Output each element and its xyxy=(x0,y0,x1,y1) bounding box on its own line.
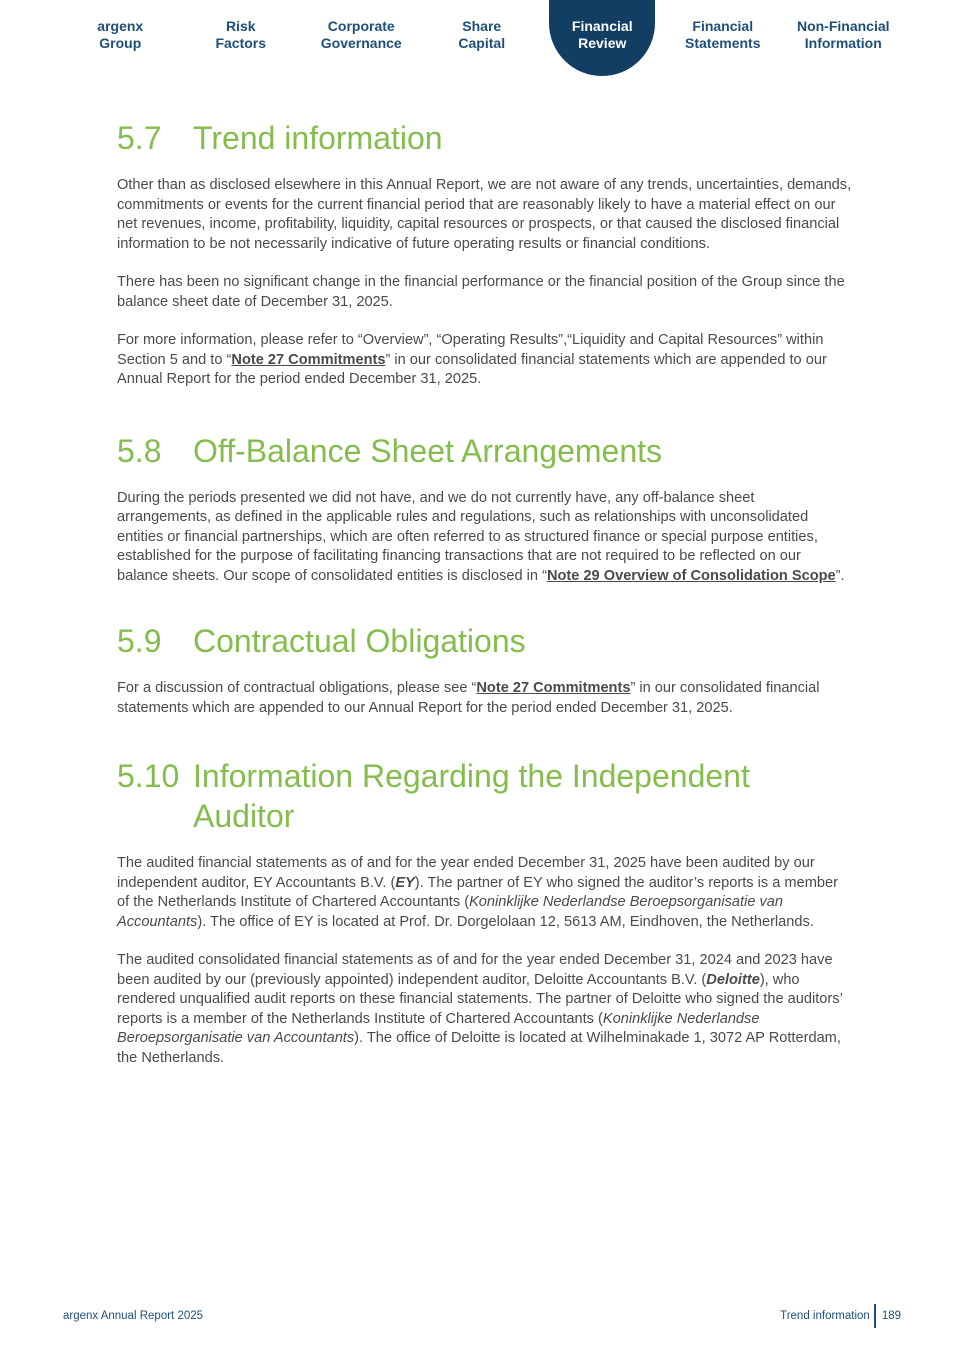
italic-term: Koninklijke Nederlandse Beroepsorganisatie van Accountants xyxy=(117,1010,760,1046)
text-run: ). The office of Deloitte is located at Wilhelminakade 1, 3072 AP Rotterdam, the Netherlands. xyxy=(117,1030,841,1066)
tab-label-line1: Financial xyxy=(692,18,754,34)
tab-label-line2: Information xyxy=(804,35,882,51)
tab-share-capital[interactable] xyxy=(422,0,543,80)
section-title: Contractual Obligations xyxy=(193,623,526,659)
paragraph xyxy=(117,679,852,718)
section-trend-information xyxy=(117,118,852,390)
paragraph xyxy=(117,854,852,932)
page-content xyxy=(117,118,852,1068)
section-heading xyxy=(117,756,852,836)
tab-label-line2: Factors xyxy=(215,35,267,51)
tab-label-line1: Share xyxy=(462,18,502,34)
tab-corporate-governance[interactable] xyxy=(301,0,422,80)
tab-label-line1: argenx xyxy=(97,18,144,34)
page-number: 189 xyxy=(881,1310,901,1322)
section-off-balance-sheet xyxy=(117,431,852,587)
section-independent-auditor xyxy=(117,756,852,1068)
footer-section-name: Trend information xyxy=(780,1310,870,1322)
section-heading xyxy=(117,118,852,158)
section-number: 5.7 xyxy=(117,120,162,156)
text-run: During the periods presented we did not have, and we do not currently have, any off-balance sheet arrangements, as defined in the applicable rules and regulations, such as relationships with unconsolidated entities or financial partnerships, which are often referred to as structured finance or special purpose entities, established for the purpose of facilitating financing transactions that are not required to be reflected on our balance sheets. Our scope of consolidated entities is disclosed in “ xyxy=(117,489,818,584)
tab-financial-statements[interactable] xyxy=(663,0,784,80)
note-29-link[interactable]: Note 29 Overview of Consolidation Scope xyxy=(546,567,836,584)
section-title: Information Regarding the Independent Auditor xyxy=(193,758,750,834)
tab-risk-factors[interactable] xyxy=(181,0,302,80)
section-title: Trend information xyxy=(193,120,443,156)
tab-label-line2: Statements xyxy=(685,35,761,51)
tab-label-line2: Group xyxy=(99,35,142,51)
note-27-link[interactable]: Note 27 Commitments xyxy=(476,680,631,696)
tab-label-line1: Financial xyxy=(571,18,633,34)
defined-term: EY xyxy=(395,874,415,891)
footer-report-title: argenx Annual Report 2025 xyxy=(63,1310,204,1322)
paragraph: There has been no significant change in the financial performance or the financial position of the Group since the balance sheet date of December 31, 2025. xyxy=(117,274,845,310)
defined-term: Deloitte xyxy=(706,971,760,988)
footer-page-info xyxy=(780,1304,901,1328)
text-run: The audited consolidated financial statements as of and for the year ended December 31, 2024 and 2023 have been audited by our (previously appointed) independent auditor, Deloitte Accountants B.V. ( xyxy=(117,952,833,988)
tab-non-financial-information[interactable] xyxy=(783,0,904,80)
section-number: 5.10 xyxy=(117,758,180,794)
text-run: For more information, please refer to “Overview”, “Operating Results”,“Liquidity and Capital Resources” within Section 5 and to “ xyxy=(117,332,824,368)
top-navigation xyxy=(60,0,904,80)
tab-label-line2: Review xyxy=(578,35,627,51)
note-27-link[interactable]: Note 27 Commitments xyxy=(231,351,386,368)
paragraph xyxy=(117,489,852,587)
section-number: 5.9 xyxy=(117,623,162,659)
text-run: ”. xyxy=(835,567,845,584)
text-run: ). The partner of EY who signed the auditor’s reports is a member of the Netherlands Institute of Chartered Accountants ( xyxy=(117,874,838,910)
section-number: 5.8 xyxy=(117,432,162,469)
tab-label-line2: Governance xyxy=(320,35,402,51)
text-run: ), who rendered unqualified audit reports on these financial statements. The partner of Deloitte who signed the auditors’ reports is a member of the Netherlands Institute of Chartered Accountants ( xyxy=(117,971,843,1027)
tab-argenx-group[interactable] xyxy=(60,0,181,80)
text-run: The audited financial statements as of and for the year ended December 31, 2025 have been audited by our independent auditor, EY Accountants B.V. ( xyxy=(117,855,815,891)
text-run: ” in our consolidated financial statements which are appended to our Annual Report for the period ended December 31, 2025. xyxy=(117,680,820,716)
text-run: For a discussion of contractual obligations, please see “ xyxy=(117,680,477,696)
footer-divider xyxy=(874,1304,876,1328)
section-contractual-obligations xyxy=(117,621,852,718)
paragraph: Other than as disclosed elsewhere in this Annual Report, we are not aware of any trends, uncertainties, demands, commitments or events for the current financial period that are reasonably likely to have a material effect on our net revenues, income, profitability, liquidity, capital resources or prospects, or that caused the disclosed financial information to be not necessarily indicative of future operating results or financial conditions. xyxy=(117,177,852,252)
section-title: Off-Balance Sheet Arrangements xyxy=(193,432,663,469)
paragraph xyxy=(117,331,852,390)
paragraph xyxy=(117,951,852,1068)
text-run: ” in our consolidated financial statements which are appended to our Annual Report for the period ended December 31, 2025. xyxy=(117,351,827,387)
italic-term: Koninklijke Nederlandse Beroepsorganisatie van Accountants xyxy=(117,894,784,930)
tab-financial-review[interactable] xyxy=(542,0,663,80)
tab-label-line1: Non-Financial xyxy=(796,18,890,34)
tab-label-line1: Corporate xyxy=(327,18,395,34)
section-heading xyxy=(117,431,852,471)
tab-label-line1: Risk xyxy=(225,18,256,34)
tab-label-line2: Capital xyxy=(458,35,506,51)
text-run: ). The office of EY is located at Prof. Dr. Dorgelolaan 12, 5613 AM, Eindhoven, the Netherlands. xyxy=(197,913,814,930)
section-heading xyxy=(117,621,852,661)
